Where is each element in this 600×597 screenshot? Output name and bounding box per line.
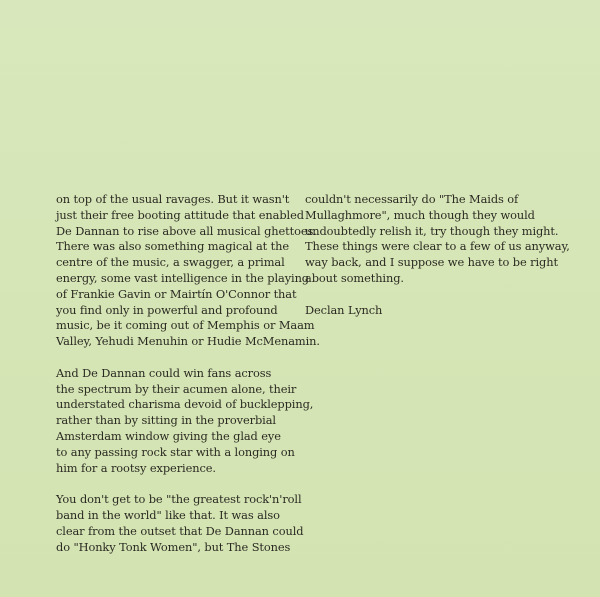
left-text-column	[56, 192, 320, 571]
text-line: These things were clear to a few of us anyway,	[305, 239, 570, 254]
text-line: centre of the music, a swagger, a primal	[56, 255, 285, 270]
text-line: do "Honky Tonk Women", but The Stones	[56, 539, 291, 554]
text-line: way back, and I suppose we have to be right	[305, 255, 558, 270]
text-line: on top of the usual ravages. But it wasn't	[56, 192, 290, 206]
text-line: undoubtedly relish it, try though they might.	[305, 223, 559, 238]
text-line: of Frankie Gavin or Mairtín O'Connor that	[56, 286, 297, 301]
text-line: you find only in powerful and profound	[56, 302, 278, 317]
text-line: Mullaghmore", much though they would	[305, 207, 535, 222]
paragraph-2	[56, 365, 314, 477]
text-line: Valley, Yehudi Menuhin or Hudie McMenamin.	[56, 334, 320, 349]
author-name: Declan Lynch	[305, 302, 383, 317]
text-line: couldn't necessarily do "The Maids of	[305, 192, 519, 206]
text-line: understated charisma devoid of bucklepping,	[56, 397, 314, 412]
paragraph-1	[56, 192, 320, 350]
right-text-column	[305, 192, 570, 334]
text-line: the spectrum by their acumen alone, their	[56, 381, 297, 396]
paragraph-4	[305, 192, 570, 287]
text-line: band in the world" like that. It was also	[56, 507, 280, 522]
text-line: You don't get to be "the greatest rock'n'roll	[56, 492, 302, 507]
text-line: him for a rootsy experience.	[56, 460, 216, 475]
text-line: music, be it coming out of Memphis or Maam	[56, 318, 315, 333]
text-line: rather than by sitting in the proverbial	[56, 413, 276, 428]
text-line: De Dannan to rise above all musical ghettoes.	[56, 223, 317, 238]
text-line: clear from the outset that De Dannan could	[56, 523, 304, 538]
paragraph-3	[56, 492, 304, 555]
text-line: Amsterdam window giving the glad eye	[56, 428, 281, 443]
text-line: to any passing rock star with a longing on	[56, 444, 295, 459]
text-line: about something.	[305, 270, 404, 285]
text-line: And De Dannan could win fans across	[56, 365, 272, 380]
text-line: just their free booting attitude that enabled	[56, 207, 304, 222]
author-signature	[305, 303, 555, 319]
text-line: energy, some vast intelligence in the playing	[56, 270, 309, 285]
text-line: There was also something magical at the	[56, 239, 290, 254]
